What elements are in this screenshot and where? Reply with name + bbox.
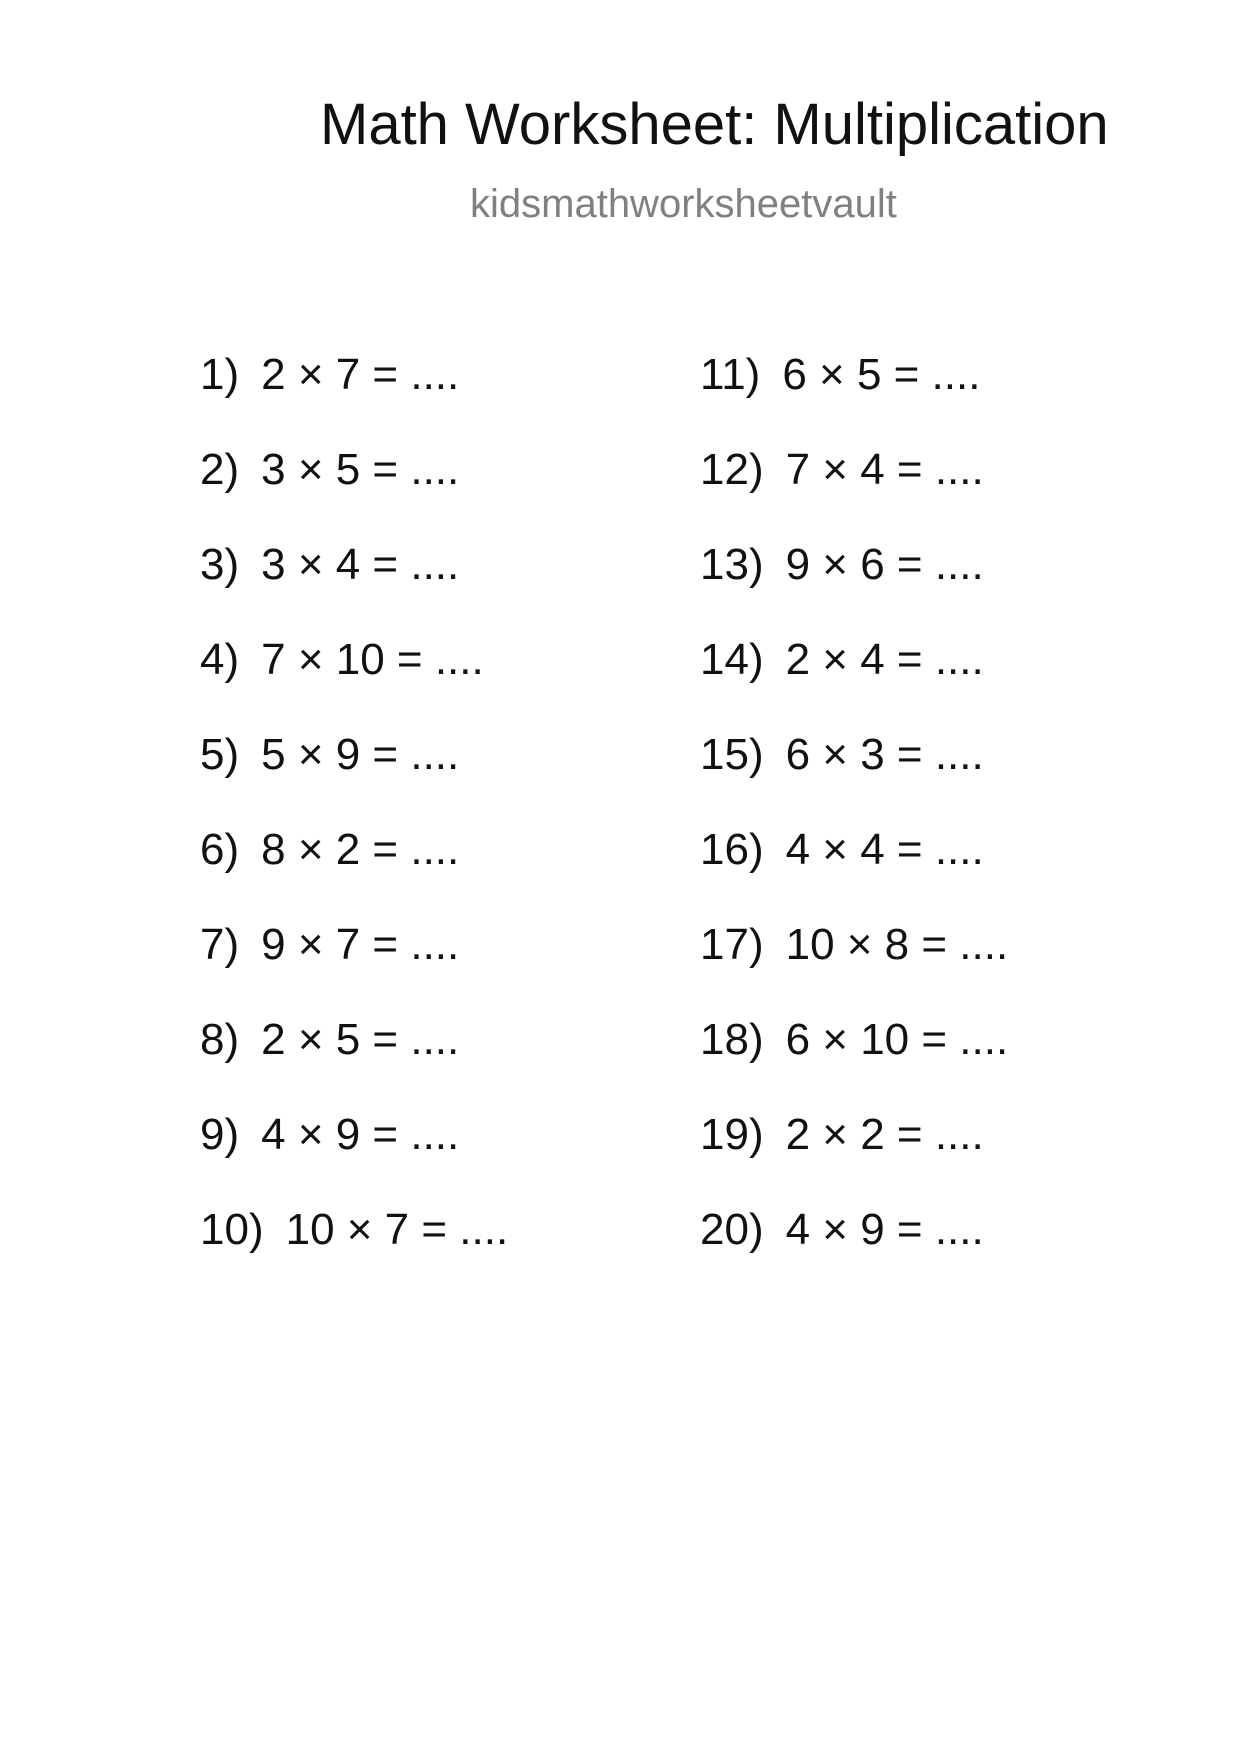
problem-expression: 2 × 4 = .... [785,635,984,684]
problem-expression: 3 × 5 = .... [261,445,460,494]
problem-item [700,1015,1008,1110]
problem-expression: 4 × 9 = .... [785,1205,984,1254]
problem-expression: 9 × 7 = .... [261,920,460,969]
problem-expression: 6 × 10 = .... [785,1015,1009,1064]
problem-item [200,825,508,920]
problem-item [200,1205,508,1300]
problem-item [700,1205,1008,1300]
problem-item [200,350,508,445]
problem-number: 18) [700,1015,764,1064]
problem-number: 20) [700,1205,764,1254]
problems-column-right [700,350,1008,1300]
problem-number: 8) [200,1015,240,1064]
problem-number: 2) [200,445,240,494]
problem-expression: 4 × 9 = .... [261,1110,460,1159]
problem-number: 14) [700,635,764,684]
problem-expression: 8 × 2 = .... [261,825,460,874]
problem-expression: 6 × 5 = .... [782,350,981,399]
problem-expression: 4 × 4 = .... [785,825,984,874]
problem-expression: 5 × 9 = .... [261,730,460,779]
problem-number: 3) [200,540,240,589]
problem-item [200,635,508,730]
problem-item [700,920,1008,1015]
problem-number: 6) [200,825,240,874]
problems-column-left [200,350,508,1300]
problem-expression: 6 × 3 = .... [785,730,984,779]
problem-expression: 2 × 2 = .... [785,1110,984,1159]
problem-item [200,445,508,540]
problem-number: 12) [700,445,764,494]
problem-number: 4) [200,635,240,684]
problem-expression: 7 × 4 = .... [785,445,984,494]
problem-item [700,825,1008,920]
problem-expression: 9 × 6 = .... [785,540,984,589]
problem-item [700,445,1008,540]
problem-expression: 10 × 7 = .... [285,1205,509,1254]
problem-number: 7) [200,920,240,969]
problem-number: 15) [700,730,764,779]
problem-item [200,1110,508,1205]
problem-number: 1) [200,350,240,399]
problem-item [200,920,508,1015]
source-watermark: kidsmathworksheetvault [470,182,897,226]
worksheet-title: Math Worksheet: Multiplication [320,92,1109,157]
problem-expression: 10 × 8 = .... [785,920,1009,969]
problem-expression: 2 × 7 = .... [261,350,460,399]
problem-expression: 3 × 4 = .... [261,540,460,589]
problem-item [700,730,1008,825]
problem-item [200,1015,508,1110]
problem-number: 16) [700,825,764,874]
problem-number: 19) [700,1110,764,1159]
problem-expression: 7 × 10 = .... [261,635,484,684]
problem-number: 9) [200,1110,240,1159]
problem-item [700,635,1008,730]
problem-expression: 2 × 5 = .... [261,1015,460,1064]
problem-item [200,540,508,635]
problem-item [700,350,1008,445]
problem-number: 11) [700,350,761,399]
problem-item [700,540,1008,635]
problem-number: 5) [200,730,240,779]
problem-number: 17) [700,920,764,969]
problem-item [700,1110,1008,1205]
problem-number: 10) [200,1205,264,1254]
problem-number: 13) [700,540,764,589]
problem-item [200,730,508,825]
